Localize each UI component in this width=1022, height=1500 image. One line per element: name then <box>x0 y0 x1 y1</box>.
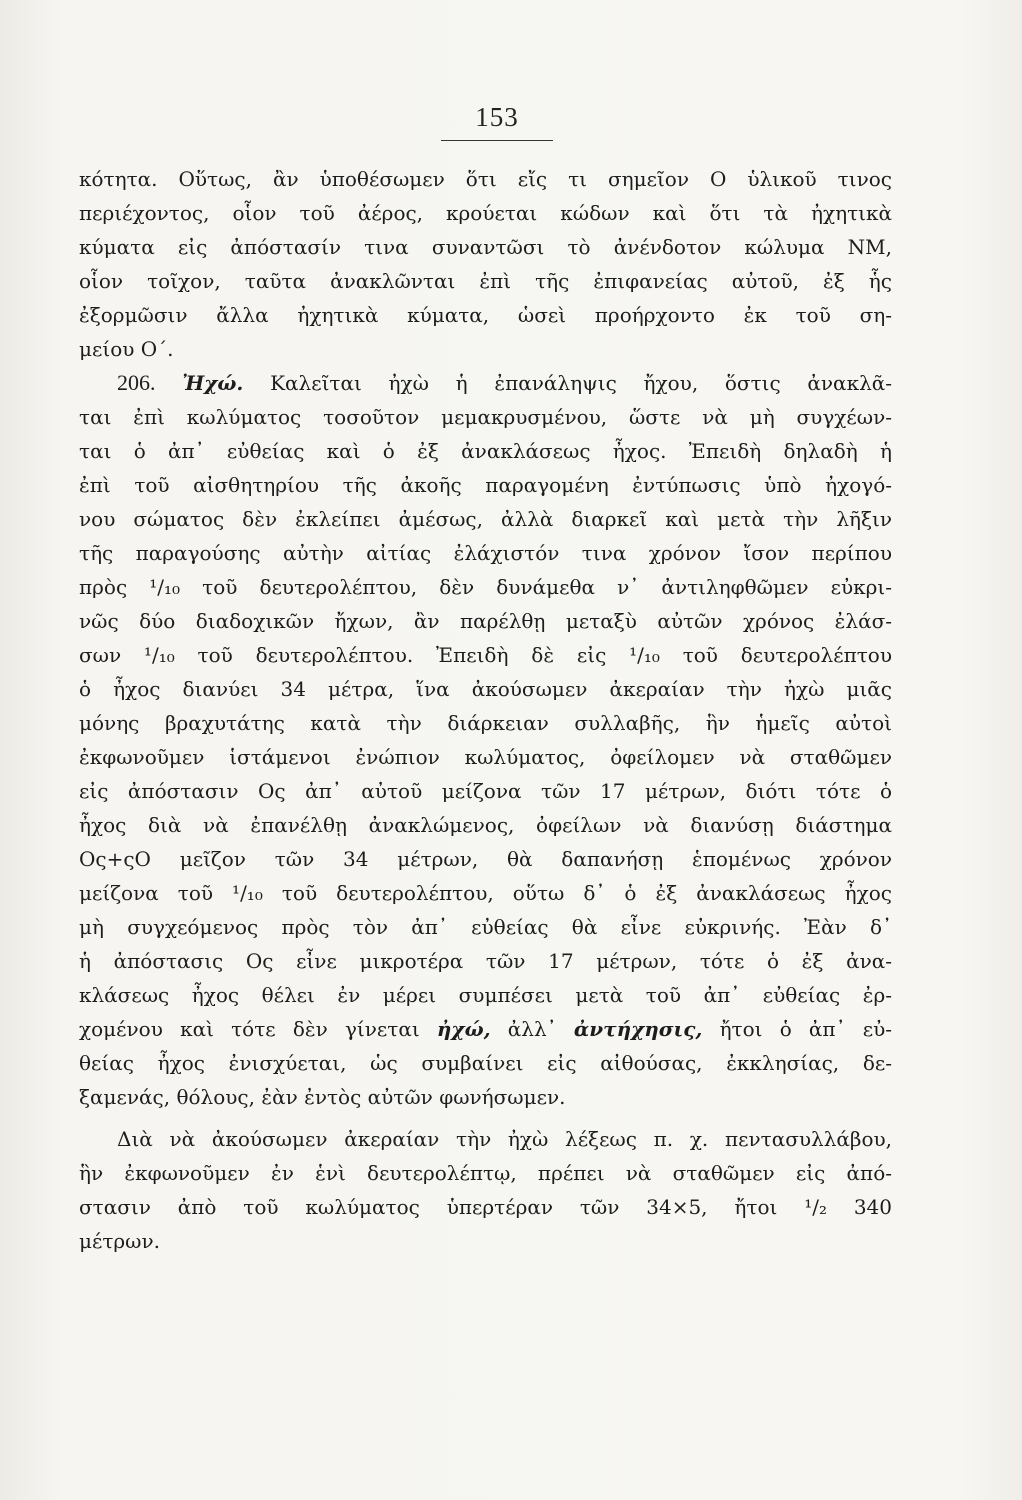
page-header <box>441 100 553 141</box>
text-line: Oς+ςO μεῖζον τῶν 34 μέτρων, θὰ δαπανήσῃ ἑπομένως χρόνον <box>79 847 892 871</box>
text-line: πρὸς ¹/₁₀ τοῦ δευτερολέπτου, δὲν δυνάμεθα ν᾿ ἀντιληφθῶμεν εὐκρι- <box>79 575 892 599</box>
text-line: θείας ἦχος ἐνισχύεται, ὡς συμβαίνει εἰς αἰθούσας, ἐκκλησίας, δε- <box>79 1051 892 1075</box>
section-title: Ἠχώ. <box>182 371 244 395</box>
page-number: 153 <box>475 102 519 132</box>
body-text <box>79 162 892 1258</box>
text-line: εἰς ἀπόστασιν Oς ἀπ᾿ αὐτοῦ μείζονα τῶν 17 μέτρων, διότι τότε ὁ <box>79 779 892 803</box>
text-line: κότητα. Οὕτως, ἂν ὑποθέσωμεν ὅτι εἴς τι σημεῖον O ὑλικοῦ τινος <box>79 167 892 191</box>
text-line: ἦχος διὰ νὰ ἐπανέλθῃ ἀνακλώμενος, ὀφείλων νὰ διανύσῃ διάστημα <box>79 813 892 837</box>
text-line: οἷον τοῖχον, ταῦτα ἀνακλῶνται ἐπὶ τῆς ἐπιφανείας αὐτοῦ, ἐξ ἧς <box>79 269 892 293</box>
text-line: ἡ ἀπόστασις Oς εἶνε μικροτέρα τῶν 17 μέτρων, τότε ὁ ἐξ ἀνα- <box>79 949 892 973</box>
term-antichesis: ἀντήχησις, <box>573 1017 703 1041</box>
text-line-with-terms <box>79 1012 892 1046</box>
text-line: σων ¹/₁₀ τοῦ δευτερολέπτου. Ἐπειδὴ δὲ εἰς ¹/₁₀ τοῦ δευτερολέπτου <box>79 643 892 667</box>
text-line: μόνης βραχυτάτης κατὰ τὴν διάρκειαν συλλαβῆς, ἣν ἡμεῖς αὐτοὶ <box>79 711 892 735</box>
term-echo: ἠχώ, <box>436 1017 491 1041</box>
section-heading-line <box>79 366 892 400</box>
text-line: στασιν ἀπὸ τοῦ κωλύματος ὑπερτέραν τῶν 34×5, ἤτοι ¹/₂ 340 <box>79 1195 892 1219</box>
text-line: ται ἐπὶ κωλύματος τοσοῦτον μεμακρυσμένου, ὥστε νὰ μὴ συγχέων- <box>79 405 892 429</box>
text-fragment: χομένου καὶ τότε δὲν γίνεται <box>79 1017 420 1041</box>
text-fragment: ἤτοι ὁ ἀπ᾿ εὐ- <box>719 1017 893 1041</box>
text-line: ται ὁ ἀπ᾿ εὐθείας καὶ ὁ ἐξ ἀνακλάσεως ἦχος. Ἐπειδὴ δηλαδὴ ἡ <box>79 439 892 463</box>
paragraph-gap <box>79 1114 892 1122</box>
text-line: μείζονα τοῦ ¹/₁₀ τοῦ δευτερολέπτου, οὕτω δ᾿ ὁ ἐξ ἀνακλάσεως ἦχος <box>79 881 892 905</box>
text-line: κύματα εἰς ἀπόστασίν τινα συναντῶσι τὸ ἀνένδοτον κώλυμα ΝΜ, <box>79 235 892 259</box>
text-line: τῆς παραγούσης αὐτὴν αἰτίας ἐλάχιστόν τινα χρόνον ἴσον περίπου <box>79 541 892 565</box>
text-line: περιέχοντος, οἷον τοῦ ἀέρος, κρούεται κώδων καὶ ὅτι τὰ ἠχητικὰ <box>79 201 892 225</box>
text-line: μὴ συγχεόμενος πρὸς τὸν ἀπ᾿ εὐθείας θὰ εἶνε εὐκρινής. Ἐὰν δ᾿ <box>79 915 892 939</box>
text-line: κλάσεως ἦχος θέλει ἐν μέρει συμπέσει μετὰ τοῦ ἀπ᾿ εὐθείας ἐρ- <box>79 983 892 1007</box>
text-line: ξαμενάς, θόλους, ἐὰν ἐντὸς αὐτῶν φωνήσωμεν. <box>79 1085 566 1109</box>
text-line: ἐπὶ τοῦ αἰσθητηρίου τῆς ἀκοῆς παραγομένη ἐντύπωσις ὑπὸ ἠχογό- <box>79 473 892 497</box>
header-rule <box>441 140 553 141</box>
text-line: Διὰ νὰ ἀκούσωμεν ἀκεραίαν τὴν ἠχὼ λέξεως π. χ. πεντασυλλάβου, <box>117 1127 892 1151</box>
text-line: μείου O΄. <box>79 337 174 361</box>
section-first-line: Καλεῖται ἠχὼ ἡ ἐπανάληψις ἤχου, ὅστις ἀνακλᾶ- <box>270 371 893 395</box>
text-line: ὁ ἦχος διανύει 34 μέτρα, ἵνα ἀκούσωμεν ἀκεραίαν τὴν ἠχὼ μιᾶς <box>79 677 892 701</box>
text-line: νῶς δύο διαδοχικῶν ἤχων, ἂν παρέλθῃ μεταξὺ αὐτῶν χρόνος ἐλάσ- <box>79 609 892 633</box>
text-line: ἣν ἐκφωνοῦμεν ἐν ἑνὶ δευτερολέπτῳ, πρέπει νὰ σταθῶμεν εἰς ἀπό- <box>79 1161 892 1185</box>
text-fragment: ἀλλ᾿ <box>507 1017 557 1041</box>
text-line: ἐξορμῶσιν ἄλλα ἠχητικὰ κύματα, ὡσεὶ προήρχοντο ἐκ τοῦ ση- <box>79 303 892 327</box>
section-number: 206. <box>117 370 156 395</box>
text-line: ἐκφωνοῦμεν ἱστάμενοι ἐνώπιον κωλύματος, ὀφείλομεν νὰ σταθῶμεν <box>79 745 892 769</box>
text-line: μέτρων. <box>79 1229 161 1253</box>
text-line: νου σώματος δὲν ἐκλείπει ἀμέσως, ἀλλὰ διαρκεῖ καὶ μετὰ τὴν λῆξιν <box>79 507 892 531</box>
